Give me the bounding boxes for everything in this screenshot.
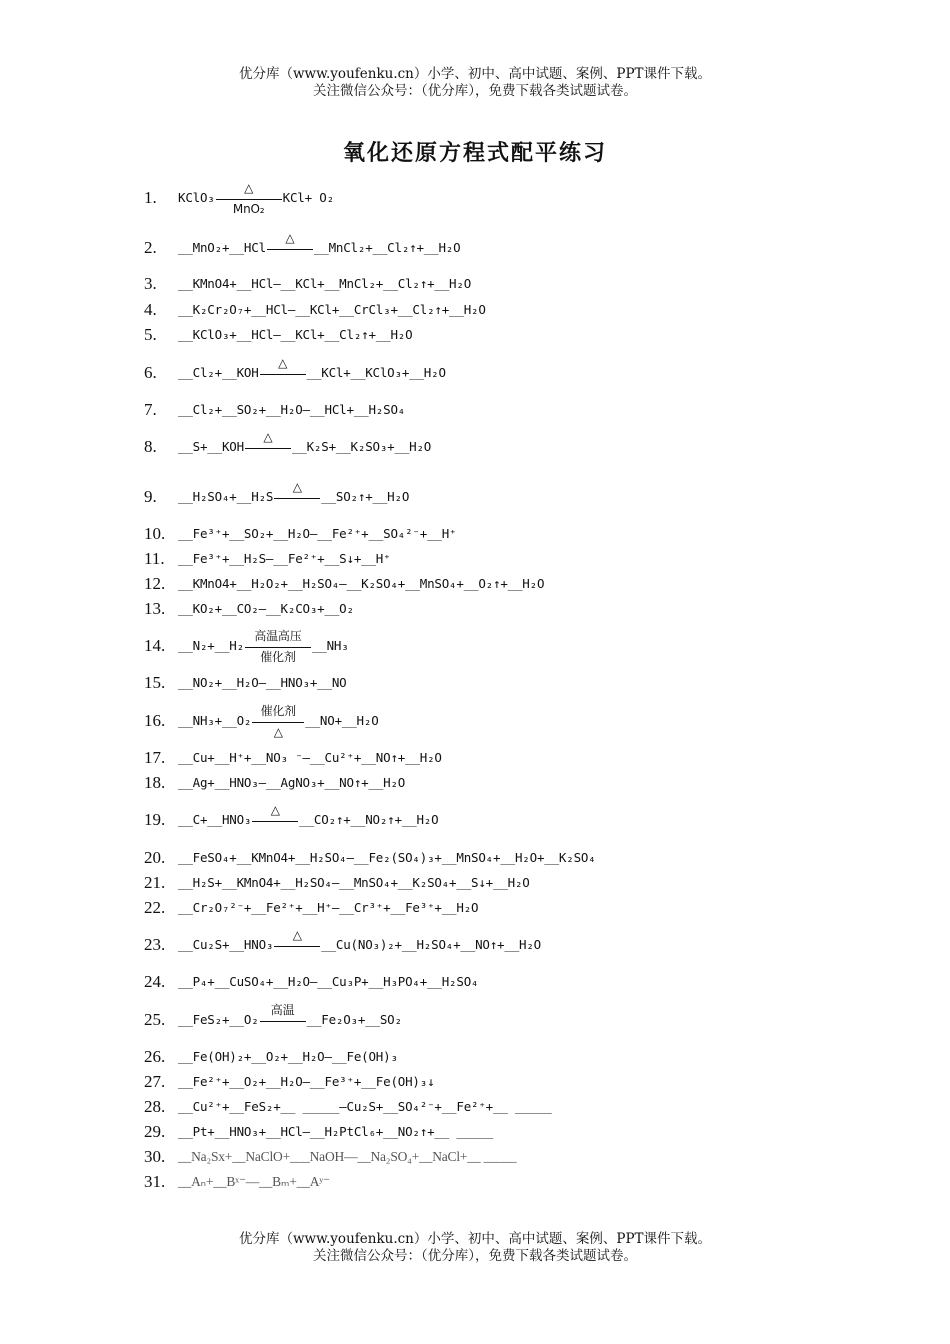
reaction-condition-arrow (245, 429, 291, 458)
equation-body: __KClO₃+__HCl—__KCl+__Cl₂↑+__H₂O (178, 327, 413, 342)
equation-body: __Ag+__HNO₃—__AgNO₃+__NO↑+__H₂O (178, 775, 406, 790)
equation-products: __KCl+__KClO₃+__H₂O (306, 365, 446, 380)
equation-number: 17. (144, 748, 166, 767)
equation-number: 18. (144, 773, 166, 792)
equation-number: 25. (144, 1010, 166, 1029)
equation-reactants: __Cl₂+__KOH (178, 365, 259, 380)
equation-number: 11. (144, 549, 165, 568)
equation-body: __Fe²⁺+__O₂+__H₂O—__Fe³⁺+__Fe(OH)₃↓ (178, 1074, 435, 1089)
condition-line (245, 448, 291, 449)
equation-body (178, 1002, 402, 1031)
equation-products: __K₂S+__K₂SO₃+__H₂O (291, 439, 432, 454)
reaction-condition-arrow (252, 703, 304, 739)
equation-body: __Aₙ+__Bˣ⁻—__Bₘ+__Aʸ⁻ (178, 1174, 330, 1189)
equation-number: 16. (144, 711, 166, 730)
reaction-condition-arrow (274, 927, 320, 956)
condition-line (216, 199, 282, 200)
condition-above: 高温高压 (254, 628, 302, 643)
equation-number: 6. (144, 363, 157, 382)
equation-number: 20. (144, 848, 166, 867)
equation-number: 22. (144, 898, 166, 917)
reaction-condition-arrow (274, 479, 320, 508)
condition-line (260, 374, 306, 375)
equation-number: 9. (144, 487, 157, 506)
equation-reactants: __MnO₂+__HCl (178, 240, 266, 255)
equation-body (178, 479, 410, 508)
equation-products: __NH₃ (311, 638, 349, 653)
condition-above: 高温 (270, 1002, 295, 1017)
equation-number: 4. (144, 300, 157, 319)
equation-body (178, 355, 446, 384)
condition-above: △ (270, 802, 280, 817)
equation-body: __Pt+__HNO₃+__HCl—__H₂PtCl₆+__NO₂↑+__ _____ (178, 1124, 494, 1139)
equation-body: __Na₂Sx+__NaClO+___NaOH—__Na₂SO₄+__NaCl+__ _____ (178, 1149, 517, 1164)
condition-above: △ (244, 180, 254, 195)
equation-body (178, 230, 461, 259)
equation-body: __FeSO₄+__KMnO4+__H₂SO₄—__Fe₂(SO₄)₃+__MnSO₄+__H₂O+__K₂SO₄ (178, 850, 596, 865)
equation-reactants: __Cu₂S+__HNO₃ (178, 937, 274, 952)
equation-body (178, 802, 439, 831)
footer-line-2: 关注微信公众号：（优分库），免费下载各类试题试卷。 (313, 1248, 637, 1264)
equation-body: __Cr₂O₇²⁻+__Fe²⁺+__H⁺—__Cr³⁺+__Fe³⁺+__H₂O (178, 900, 479, 915)
condition-above: △ (263, 429, 273, 444)
equation-body: __P₄+__CuSO₄+__H₂O—__Cu₃P+__H₃PO₄+__H₂SO₄ (178, 974, 479, 989)
equation-products: __CO₂↑+__NO₂↑+__H₂O (299, 812, 439, 827)
equation-products: __Cu(NO₃)₂+__H₂SO₄+__NO↑+__H₂O (321, 937, 542, 952)
equation-body: __Fe³⁺+__H₂S—__Fe²⁺+__S↓+__H⁺ (178, 551, 391, 566)
condition-line (252, 821, 298, 822)
condition-above: △ (278, 355, 288, 370)
equation-reactants: __N₂+__H₂ (178, 638, 244, 653)
equation-products: __SO₂↑+__H₂O (321, 489, 410, 504)
equation-number: 8. (144, 437, 157, 456)
equation-number: 15. (144, 673, 166, 692)
equation-body: __Cu+__H⁺+__NO₃ ⁻—__Cu²⁺+__NO↑+__H₂O (178, 750, 442, 765)
reaction-condition-arrow (245, 628, 311, 664)
condition-above: △ (292, 927, 302, 942)
equation-number: 13. (144, 599, 166, 618)
equation-body (178, 927, 542, 956)
reaction-condition-arrow (260, 1002, 306, 1031)
condition-line (267, 249, 313, 250)
condition-line (252, 722, 304, 723)
reaction-condition-arrow (267, 230, 313, 259)
condition-above: 催化剂 (260, 703, 296, 718)
equation-body: __Cl₂+__SO₂+__H₂O—__HCl+__H₂SO₄ (178, 402, 406, 417)
equation-number: 10. (144, 524, 166, 543)
equation-number: 23. (144, 935, 166, 954)
equation-body (178, 628, 349, 664)
condition-below: MnO₂ (232, 201, 265, 216)
equation-body (178, 429, 432, 458)
equation-reactants: __C+__HNO₃ (178, 812, 252, 827)
equation-number: 5. (144, 325, 157, 344)
reaction-condition-arrow (216, 180, 282, 216)
equation-body: __KMnO4+__HCl—__KCl+__MnCl₂+__Cl₂↑+__H₂O (178, 276, 472, 291)
equation-body: __Fe³⁺+__SO₂+__H₂O—__Fe²⁺+__SO₄²⁻+__H⁺ (178, 526, 457, 541)
equation-body: __Cu²⁺+__FeS₂+__ _____—Cu₂S+__SO₄²⁻+__Fe²⁺+__ _____ (178, 1099, 552, 1114)
equation-number: 24. (144, 972, 166, 991)
equation-products: __NO+__H₂O (305, 713, 379, 728)
condition-line (274, 498, 320, 499)
equation-number: 3. (144, 274, 157, 293)
equation-number: 14. (144, 636, 166, 655)
header-line-2: 关注微信公众号：（优分库），免费下载各类试题试卷。 (313, 83, 637, 99)
page-header (0, 66, 950, 100)
equation-products: __Fe₂O₃+__SO₂ (306, 1012, 402, 1027)
condition-line (274, 946, 320, 947)
equation-body: __Fe(OH)₂+__O₂+__H₂O—__Fe(OH)₃ (178, 1049, 398, 1064)
equation-number: 26. (144, 1047, 166, 1066)
equation-reactants: __H₂SO₄+__H₂S (178, 489, 274, 504)
condition-above: △ (285, 230, 295, 245)
equation-body: __H₂S+__KMnO4+__H₂SO₄—__MnSO₄+__K₂SO₄+__S↓+__H₂O (178, 875, 530, 890)
equation-body: __KO₂+__CO₂—__K₂CO₃+__O₂ (178, 601, 354, 616)
reaction-condition-arrow (260, 355, 306, 384)
equation-number: 27. (144, 1072, 166, 1091)
equation-number: 7. (144, 400, 157, 419)
equation-number: 1. (144, 188, 157, 207)
equation-reactants: __FeS₂+__O₂ (178, 1012, 259, 1027)
equation-body: __KMnO4+__H₂O₂+__H₂SO₄—__K₂SO₄+__MnSO₄+__O₂↑+__H₂O (178, 576, 545, 591)
condition-below: 催化剂 (260, 649, 296, 664)
equation-number: 29. (144, 1122, 166, 1141)
equation-products: __MnCl₂+__Cl₂↑+__H₂O (313, 240, 461, 255)
equation-reactants: KClO₃ (178, 190, 215, 205)
equation-number: 19. (144, 810, 166, 829)
equation-reactants: __NH₃+__O₂ (178, 713, 252, 728)
equation-number: 31. (144, 1172, 166, 1191)
condition-line (260, 1021, 306, 1022)
header-line-1: 优分库（www.youfenku.cn）小学、初中、高中试题、案例、PPT课件下载。 (238, 66, 712, 82)
equation-body: __K₂Cr₂O₇+__HCl—__KCl+__CrCl₃+__Cl₂↑+__H₂O (178, 302, 486, 317)
page-title: 氧化还原方程式配平练习 (342, 141, 607, 166)
equation-number: 30. (144, 1147, 166, 1166)
condition-line (245, 647, 311, 648)
equation-body (178, 703, 379, 739)
reaction-condition-arrow (252, 802, 298, 831)
equation-body (178, 180, 334, 216)
equation-products: KCl+ O₂ (282, 190, 334, 205)
equation-number: 2. (144, 238, 157, 257)
condition-below: △ (273, 724, 283, 739)
condition-above: △ (292, 479, 302, 494)
page-footer (0, 1231, 950, 1265)
equation-body: __NO₂+__H₂O—__HNO₃+__NO (178, 675, 347, 690)
footer-line-1: 优分库（www.youfenku.cn）小学、初中、高中试题、案例、PPT课件下载。 (238, 1231, 712, 1247)
equation-number: 12. (144, 574, 166, 593)
equation-number: 28. (144, 1097, 166, 1116)
equation-number: 21. (144, 873, 166, 892)
equation-reactants: __S+__KOH (178, 439, 244, 454)
